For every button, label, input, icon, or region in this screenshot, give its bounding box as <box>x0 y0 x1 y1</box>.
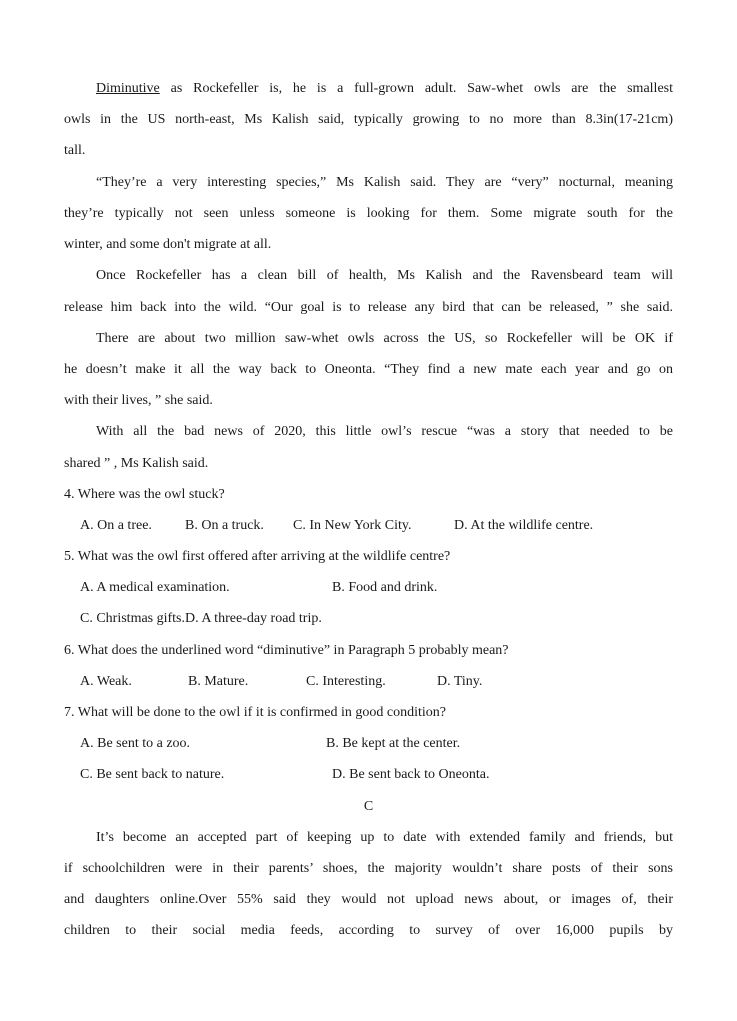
question-6-stem: 6. What does the underlined word “diminutive” in Paragraph 5 probably mean? <box>64 643 509 658</box>
section-c-line-4: children to their social media feeds, according to survey of over 16,000 pupils by <box>64 923 673 938</box>
paragraph-9-line-2: shared ” , Ms Kalish said. <box>64 456 209 471</box>
question-6-option-d: D. Tiny. <box>437 674 483 689</box>
paragraph-7-line-1: Once Rockefeller has a clean bill of health, Ms Kalish and the Ravensbeard team will <box>96 268 673 283</box>
question-5-stem: 5. What was the owl first offered after arriving at the wildlife centre? <box>64 549 451 564</box>
paragraph-9-line-1: With all the bad news of 2020, this little owl’s rescue “was a story that needed to be <box>96 424 673 439</box>
question-6-option-c: C. Interesting. <box>306 674 386 689</box>
section-c-line-1: It’s become an accepted part of keeping up to date with extended family and friends, but <box>96 830 673 845</box>
question-4-stem: 4. Where was the owl stuck? <box>64 487 225 502</box>
paragraph-8-line-2: he doesn’t make it all the way back to Oneonta. “They find a new mate each year and go on <box>64 362 673 377</box>
paragraph-6-line-1: “They’re a very interesting species,” Ms Kalish said. They are “very” nocturnal, meaning <box>96 175 673 190</box>
question-5-option-c-d: C. Christmas gifts.D. A three-day road trip. <box>80 611 322 626</box>
question-5-options-row-2 <box>80 609 673 629</box>
question-4-option-d: D. At the wildlife centre. <box>454 518 594 533</box>
section-c-line-2: if schoolchildren were in their parents’ shoes, the majority wouldn’t share posts of their sons <box>64 861 673 876</box>
question-7-option-b: B. Be kept at the center. <box>326 736 461 751</box>
section-c-line-3: and daughters online.Over 55% said they would not upload news about, or images of, their <box>64 892 673 907</box>
question-7-options-row-1 <box>80 734 673 754</box>
question-4-option-b: B. On a truck. <box>185 518 264 533</box>
question-4-option-c: C. In New York City. <box>293 518 412 533</box>
question-7-stem: 7. What will be done to the owl if it is confirmed in good condition? <box>64 705 446 720</box>
paragraph-5-line-3: tall. <box>64 143 86 158</box>
paragraph-8-line-3: with their lives, ” she said. <box>64 393 213 408</box>
paragraph-6-line-3: winter, and some don't migrate at all. <box>64 237 272 252</box>
paragraph-6-line-2: they’re typically not seen unless someone is looking for them. Some migrate south for the <box>64 206 673 221</box>
paragraph-7-line-2: release him back into the wild. “Our goal is to release any bird that can be released, ” she said. <box>64 300 673 315</box>
underlined-word-diminutive: Diminutive <box>96 81 160 96</box>
question-5-option-b: B. Food and drink. <box>332 580 438 595</box>
question-7-option-d: D. Be sent back to Oneonta. <box>332 767 490 782</box>
question-4-options <box>80 516 673 536</box>
question-5-option-a: A. A medical examination. <box>80 580 230 595</box>
paragraph-8-line-1: There are about two million saw-whet owls across the US, so Rockefeller will be OK if <box>96 331 673 346</box>
paragraph-5-line-1-rest: as Rockefeller is, he is a full-grown adult. Saw-whet owls are the smallest <box>159 81 673 96</box>
paragraph-5-line-1 <box>96 79 673 99</box>
question-7-option-c: C. Be sent back to nature. <box>80 767 225 782</box>
question-6-option-a: A. Weak. <box>80 674 132 689</box>
paragraph-5-line-2: owls in the US north-east, Ms Kalish said, typically growing to no more than 8.3in(17-21cm) <box>64 112 673 127</box>
question-4-option-a: A. On a tree. <box>80 518 152 533</box>
section-c-heading: C <box>363 799 374 814</box>
question-5-options-row-1 <box>80 578 673 598</box>
question-6-options <box>80 672 673 692</box>
question-6-option-b: B. Mature. <box>188 674 249 689</box>
question-7-options-row-2 <box>80 765 673 785</box>
question-7-option-a: A. Be sent to a zoo. <box>80 736 191 751</box>
